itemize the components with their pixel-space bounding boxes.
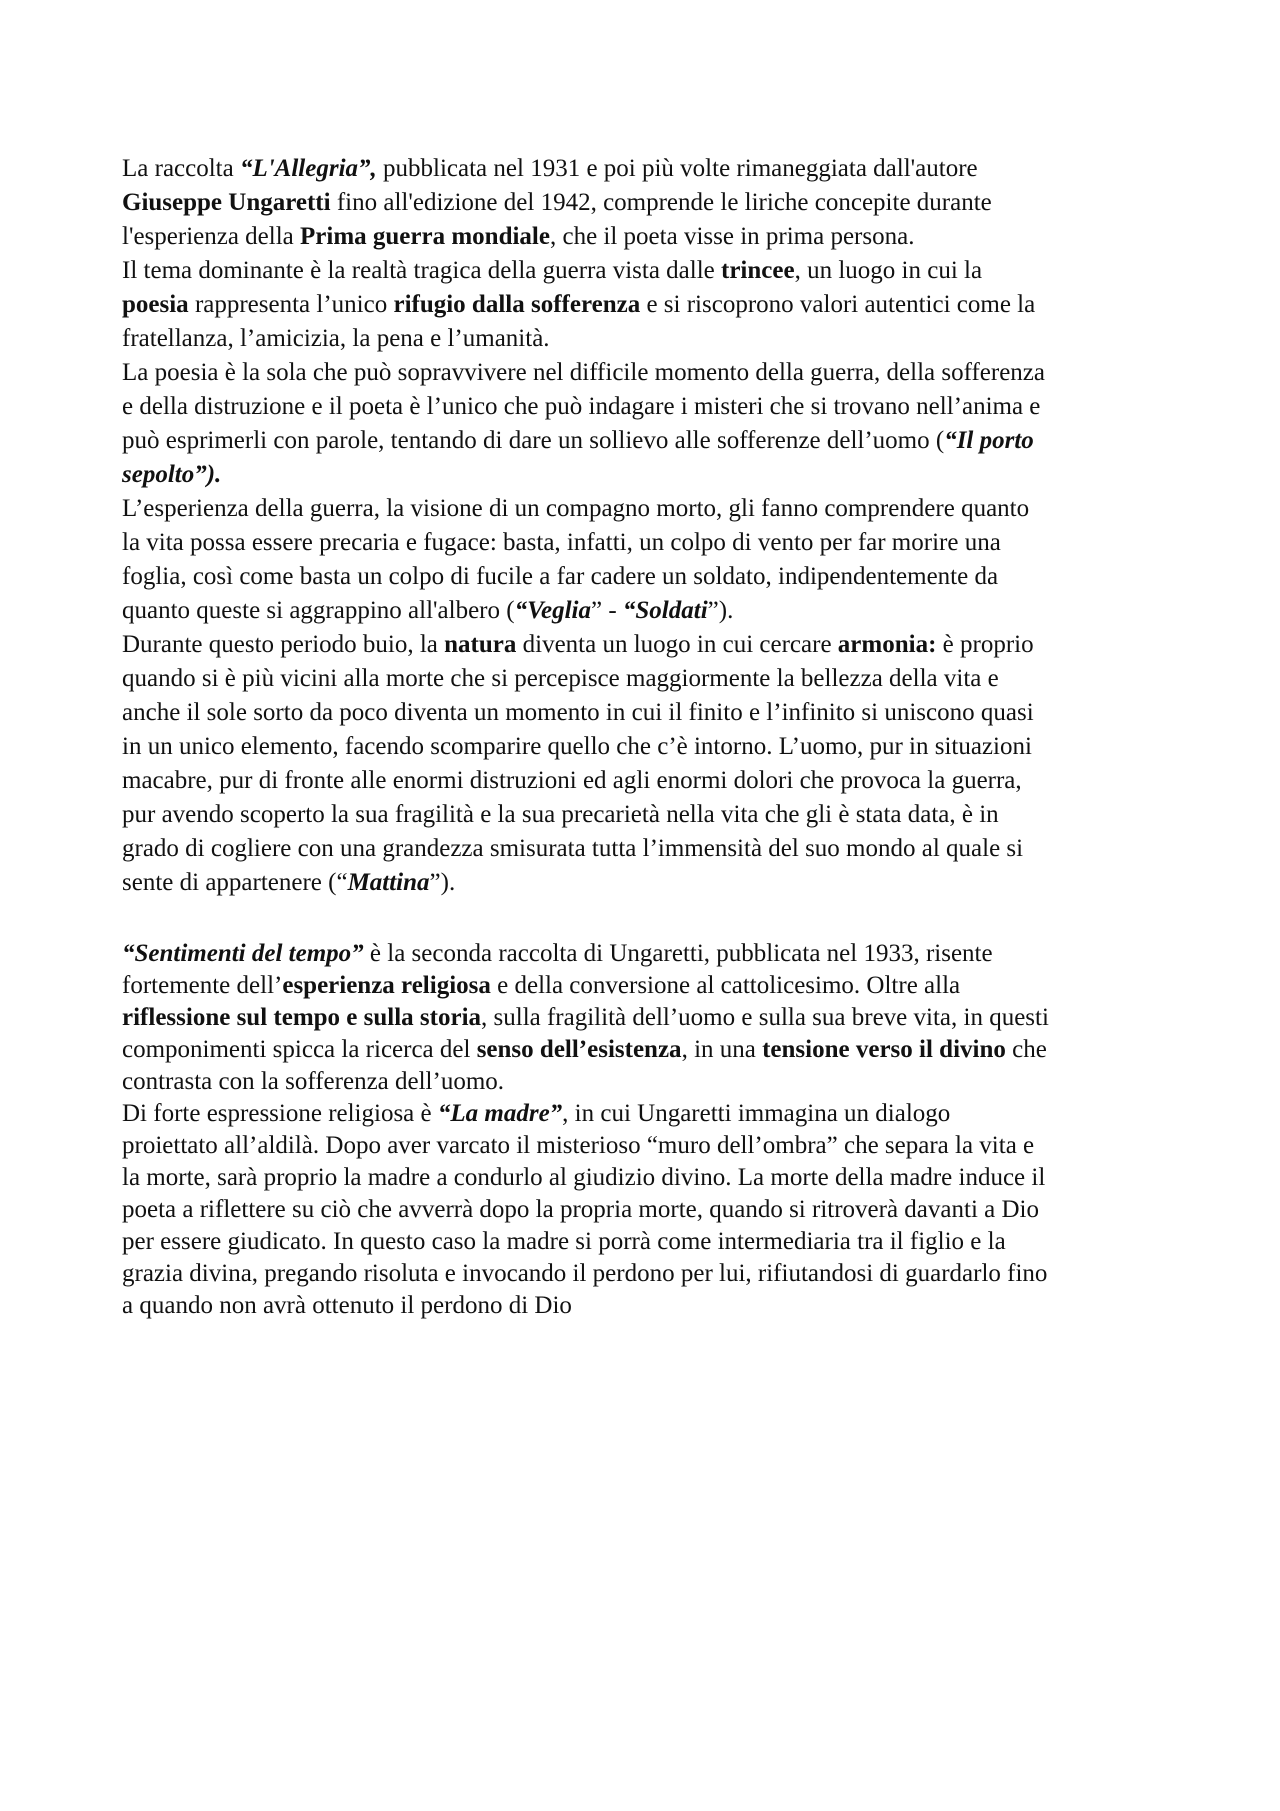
bold-text: armonia: <box>837 631 937 658</box>
text-segment: La poesia è la sola che può sopravvivere nel difficile momento della guerra, della sofferenza <box>122 359 1045 386</box>
text-segment: contrasta con la sofferenza dell’uomo. <box>122 1068 505 1095</box>
text-line <box>122 798 1167 832</box>
text-segment: , in una <box>681 1036 763 1063</box>
text-segment: rappresenta l’unico <box>188 291 394 318</box>
text-line <box>122 288 1167 322</box>
text-line <box>122 220 1167 254</box>
text-line <box>122 1098 1167 1130</box>
paragraph-sentimenti-del-tempo <box>122 938 1167 1322</box>
bold-text: senso dell’esistenza <box>476 1036 682 1063</box>
text-segment: l'esperienza della <box>122 223 301 250</box>
text-segment: e della conversione al cattolicesimo. Oltre alla <box>490 972 961 999</box>
text-line <box>122 152 1167 186</box>
text-line <box>122 764 1167 798</box>
bold-italic-text: “Sentimenti del tempo” <box>122 940 364 967</box>
text-line <box>122 1258 1167 1290</box>
text-segment: fratellanza, l’amicizia, la pena e l’umanità. <box>122 325 550 352</box>
text-segment: macabre, pur di fronte alle enormi distruzioni ed agli enormi dolori che provoca la guerra, <box>122 767 1022 794</box>
bold-text: riflessione sul tempo e sulla storia <box>122 1004 482 1031</box>
paragraph-allegria <box>122 152 1167 900</box>
text-segment: ”). <box>429 869 456 896</box>
text-segment: fortemente dell’ <box>122 972 283 999</box>
text-segment: , un luogo in cui la <box>794 257 983 284</box>
bold-italic-text: “Soldati <box>622 597 708 624</box>
text-segment: quanto queste si aggrappino all'albero ( <box>122 597 515 624</box>
text-line <box>122 1002 1167 1034</box>
text-segment: fino all'edizione del 1942, comprende le liriche concepite durante <box>330 189 992 216</box>
bold-italic-text: “Veglia <box>514 597 591 624</box>
bold-text: esperienza religiosa <box>282 972 491 999</box>
text-segment: e si riscoprono valori autentici come la <box>640 291 1036 318</box>
bold-text: natura <box>444 631 517 658</box>
text-line <box>122 730 1167 764</box>
bold-text: trincee <box>721 257 795 284</box>
text-line <box>122 560 1167 594</box>
text-line <box>122 356 1167 390</box>
bold-text: poesia <box>122 291 189 318</box>
text-line <box>122 254 1167 288</box>
text-segment: Durante questo periodo buio, la <box>122 631 445 658</box>
text-line <box>122 1130 1167 1162</box>
text-line <box>122 866 1167 900</box>
document-page <box>122 152 1167 1322</box>
text-line <box>122 526 1167 560</box>
text-line <box>122 186 1167 220</box>
text-line <box>122 322 1167 356</box>
text-segment: foglia, così come basta un colpo di fucile a far cadere un soldato, indipendentemente da <box>122 563 999 590</box>
text-line <box>122 492 1167 526</box>
text-segment: Di forte espressione religiosa è <box>122 1100 438 1127</box>
text-segment: anche il sole sorto da poco diventa un momento in cui il finito e l’infinito si uniscono quasi <box>122 699 1034 726</box>
text-segment: poeta a riflettere su ciò che avverrà dopo la propria morte, quando si ritroverà davanti a Dio <box>122 1196 1039 1223</box>
text-segment: , sulla fragilità dell’uomo e sulla sua breve vita, in questi <box>481 1004 1049 1031</box>
text-segment: è la seconda raccolta di Ungaretti, pubblicata nel 1933, risente <box>363 940 993 967</box>
text-line <box>122 424 1167 458</box>
bold-text: rifugio dalla sofferenza <box>393 291 641 318</box>
text-segment: la vita possa essere precaria e fugace: basta, infatti, un colpo di vento per far morire una <box>122 529 1001 556</box>
text-segment: per essere giudicato. In questo caso la madre si porrà come intermediaria tra il figlio e la <box>122 1228 1006 1255</box>
text-segment: pur avendo scoperto la sua fragilità e la sua precarietà nella vita che gli è stata data, è in <box>122 801 999 828</box>
text-line <box>122 1066 1167 1098</box>
text-segment: , in cui Ungaretti immagina un dialogo <box>562 1100 951 1127</box>
text-segment: è proprio <box>936 631 1034 658</box>
text-segment: ”). <box>707 597 734 624</box>
text-line <box>122 458 1167 492</box>
text-line <box>122 628 1167 662</box>
text-line <box>122 662 1167 696</box>
text-line <box>122 1226 1167 1258</box>
text-segment: grazia divina, pregando risoluta e invocando il perdono per lui, rifiutandosi di guardarlo fino <box>122 1260 1048 1287</box>
text-segment: pubblicata nel 1931 e poi più volte rimaneggiata dall'autore <box>376 155 978 182</box>
text-segment: quando si è più vicini alla morte che si percepisce maggiormente la bellezza della vita e <box>122 665 999 692</box>
bold-text: Giuseppe Ungaretti <box>122 189 331 216</box>
text-segment: Il tema dominante è la realtà tragica della guerra vista dalle <box>122 257 722 284</box>
text-line <box>122 832 1167 866</box>
text-line <box>122 696 1167 730</box>
text-segment: a quando non avrà ottenuto il perdono di Dio <box>122 1292 572 1319</box>
text-segment: grado di cogliere con una grandezza smisurata tutta l’immensità del suo mondo al quale si <box>122 835 1024 862</box>
text-line <box>122 1290 1167 1322</box>
text-segment: e della distruzione e il poeta è l’unico che può indagare i misteri che si trovano nell’anima e <box>122 393 1041 420</box>
bold-text: tensione verso il divino <box>762 1036 1006 1063</box>
text-segment: in un unico elemento, facendo scomparire quello che c’è intorno. L’uomo, pur in situazioni <box>122 733 1032 760</box>
bold-italic-text: “Il porto <box>944 427 1034 454</box>
text-line <box>122 938 1167 970</box>
text-segment: sente di appartenere (“ <box>122 869 348 896</box>
text-segment: proiettato all’aldilà. Dopo aver varcato il misterioso “muro dell’ombra” che separa la vita e <box>122 1132 1035 1159</box>
bold-italic-text: Mattina <box>347 869 430 896</box>
text-line <box>122 1162 1167 1194</box>
text-segment: componimenti spicca la ricerca del <box>122 1036 477 1063</box>
text-line <box>122 1034 1167 1066</box>
text-segment: può esprimerli con parole, tentando di dare un sollievo alle sofferenze dell’uomo ( <box>122 427 945 454</box>
text-line <box>122 1194 1167 1226</box>
text-segment: La raccolta <box>122 155 240 182</box>
bold-italic-text: “La madre” <box>437 1100 563 1127</box>
text-line <box>122 390 1167 424</box>
bold-italic-text: sepolto”). <box>122 461 222 488</box>
text-segment: ” - <box>590 597 623 624</box>
text-line <box>122 970 1167 1002</box>
bold-text: Prima guerra mondiale <box>300 223 550 250</box>
text-segment: L’esperienza della guerra, la visione di un compagno morto, gli fanno comprendere quanto <box>122 495 1030 522</box>
text-segment: , che il poeta visse in prima persona. <box>549 223 915 250</box>
text-segment: la morte, sarà proprio la madre a condurlo al giudizio divino. La morte della madre induce il <box>122 1164 1046 1191</box>
text-line <box>122 594 1167 628</box>
text-segment: che <box>1005 1036 1047 1063</box>
bold-italic-text: “L'Allegria”, <box>239 155 377 182</box>
text-segment: diventa un luogo in cui cercare <box>516 631 838 658</box>
